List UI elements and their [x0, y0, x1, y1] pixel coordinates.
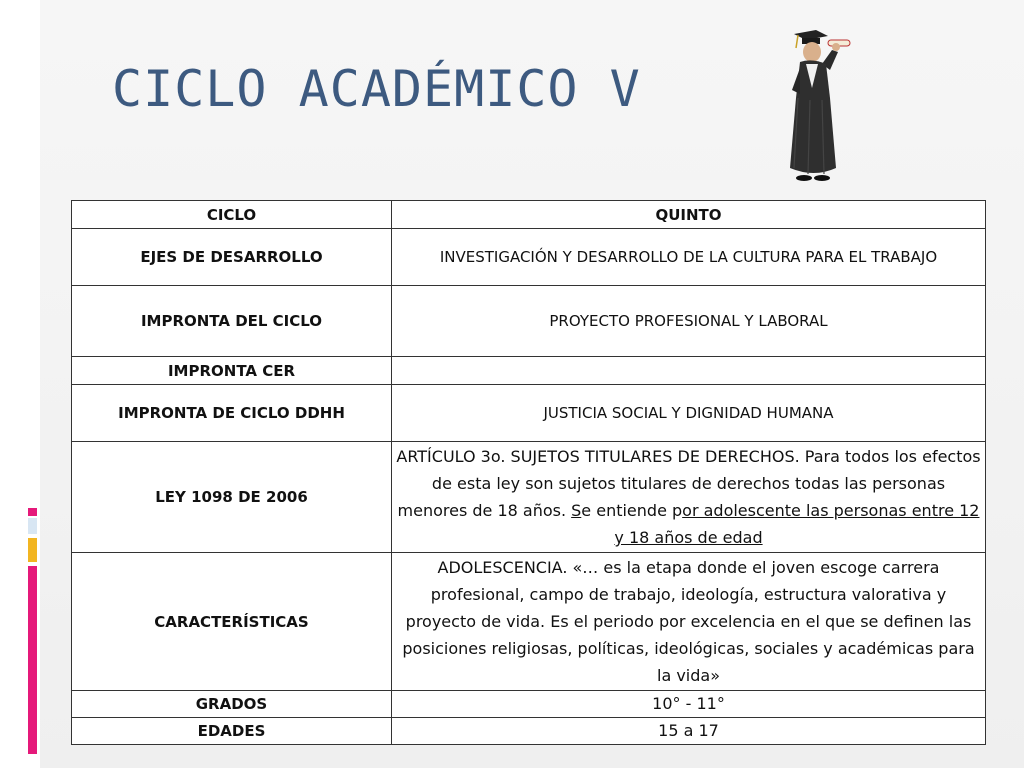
row-value: [392, 442, 986, 553]
row-label: EDADES: [72, 718, 392, 745]
row-label: LEY 1098 DE 2006: [72, 442, 392, 553]
ley-text-part2: S: [571, 501, 582, 520]
graduate-figure-icon: [770, 28, 860, 186]
row-value: INVESTIGACIÓN Y DESARROLLO DE LA CULTURA PARA EL TRABAJO: [392, 229, 986, 286]
accent-bar-lightblue: [28, 518, 37, 534]
row-label: GRADOS: [72, 691, 392, 718]
row-label: CARACTERÍSTICAS: [72, 553, 392, 691]
row-value: QUINTO: [392, 201, 986, 229]
table-row-ley: [72, 442, 986, 553]
table-row-impronta-ciclo: [72, 286, 986, 357]
table-row-impronta-ddhh: [72, 385, 986, 442]
row-label: EJES DE DESARROLLO: [72, 229, 392, 286]
row-value: 15 a 17: [392, 718, 986, 745]
table-row-ejes: [72, 229, 986, 286]
table-row-edades: [72, 718, 986, 745]
row-value: JUSTICIA SOCIAL Y DIGNIDAD HUMANA: [392, 385, 986, 442]
row-value: [392, 357, 986, 385]
row-label: IMPRONTA DEL CICLO: [72, 286, 392, 357]
table-row-grados: [72, 691, 986, 718]
row-label: CICLO: [72, 201, 392, 229]
ley-text-part3: e entiende p: [581, 501, 683, 520]
cycle-info-table: [71, 200, 986, 745]
row-label: IMPRONTA DE CICLO DDHH: [72, 385, 392, 442]
row-value: ADOLESCENCIA. «… es la etapa donde el joven escoge carrera profesional, campo de trabajo, ideología, estructura valorativa y proyecto de vida. Es el periodo por excelencia en el que se definen las posiciones religiosas, políticas, ideológicas, sociales y académicas para la vida»: [392, 553, 986, 691]
table-row-ciclo: [72, 201, 986, 229]
table-row-caracteristicas: [72, 553, 986, 691]
accent-bar-yellow: [28, 538, 37, 562]
row-label: IMPRONTA CER: [72, 357, 392, 385]
page-title: CICLO ACADÉMICO V: [112, 60, 641, 118]
row-value: PROYECTO PROFESIONAL Y LABORAL: [392, 286, 986, 357]
row-value: 10° - 11°: [392, 691, 986, 718]
accent-bar-pink-top: [28, 508, 37, 516]
ley-text-part4: or adolescente las personas entre 12 y 18 años de edad: [614, 501, 980, 547]
table-row-impronta-cer: [72, 357, 986, 385]
accent-bar-pink-long: [28, 566, 37, 754]
ley-text-part1: ARTÍCULO 3o. SUJETOS TITULARES DE DERECHOS. Para todos los efectos de esta ley son sujetos titulares de derechos todas las personas menores de 18 años.: [396, 447, 981, 520]
